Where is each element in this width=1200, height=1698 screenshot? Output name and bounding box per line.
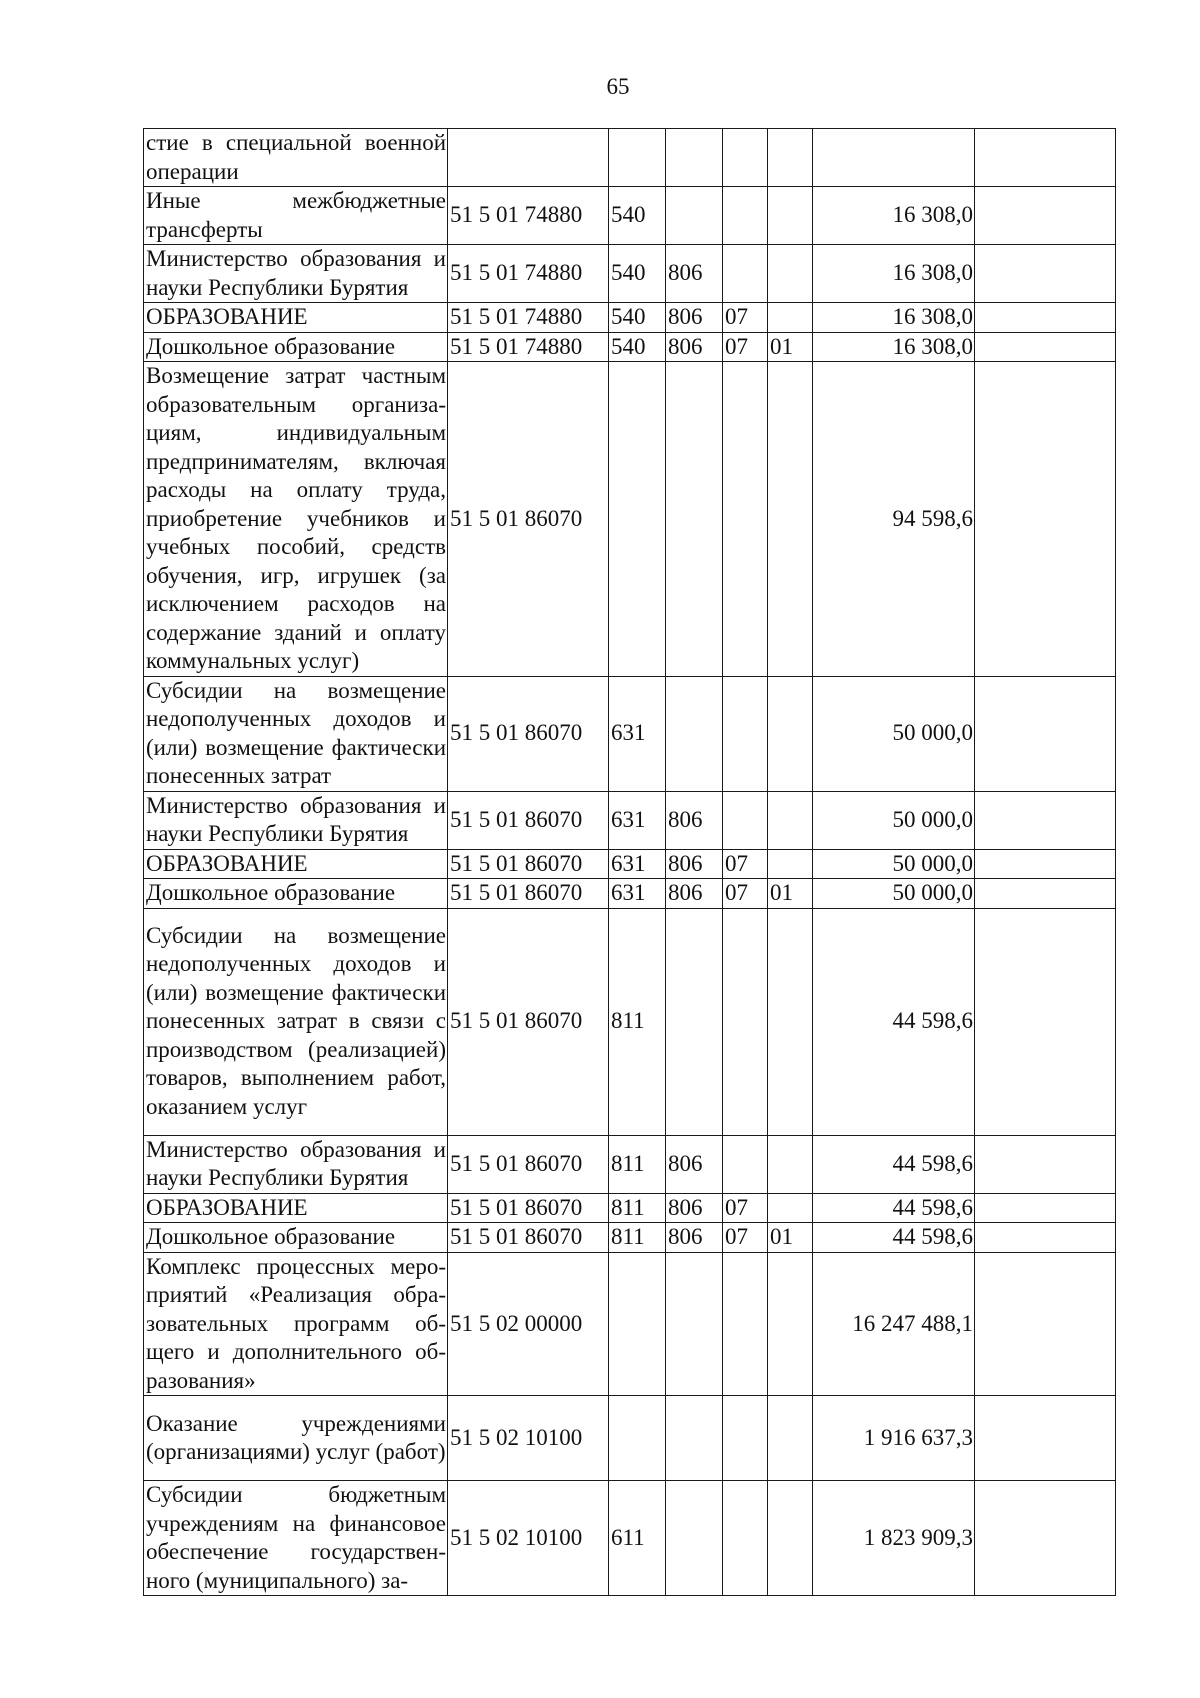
expense-type-cell (609, 1396, 666, 1481)
expense-type-cell: 631 (609, 849, 666, 879)
expense-type-cell: 540 (609, 303, 666, 333)
table-row (144, 791, 1116, 849)
empty-cell (975, 1135, 1116, 1193)
target-article-code-cell: 51 5 01 74880 (448, 245, 609, 303)
amount-cell: 50 000,0 (813, 676, 975, 791)
administrator-code-cell (666, 676, 723, 791)
section-code-cell (723, 676, 768, 791)
section-code-cell (723, 1396, 768, 1481)
subsection-code-cell: 01 (768, 332, 813, 362)
amount-cell: 1 916 637,3 (813, 1396, 975, 1481)
amount-cell: 16 308,0 (813, 332, 975, 362)
target-article-code-cell: 51 5 01 86070 (448, 879, 609, 909)
administrator-code-cell (666, 1396, 723, 1481)
expense-type-cell: 811 (609, 1193, 666, 1223)
section-code-cell: 07 (723, 1223, 768, 1253)
empty-cell (975, 849, 1116, 879)
table-row (144, 676, 1116, 791)
table-row (144, 332, 1116, 362)
administrator-code-cell: 806 (666, 1193, 723, 1223)
section-code-cell (723, 1252, 768, 1396)
table-row (144, 879, 1116, 909)
expense-type-cell (609, 362, 666, 677)
expense-type-cell: 540 (609, 245, 666, 303)
administrator-code-cell (666, 362, 723, 677)
amount-cell: 1 823 909,3 (813, 1481, 975, 1596)
expense-name-cell: Субсидии бюджетным учреждениям на финансовое обеспечение государственного (муниципального) за- (144, 1481, 448, 1596)
empty-cell (975, 879, 1116, 909)
subsection-code-cell (768, 849, 813, 879)
administrator-code-cell: 806 (666, 332, 723, 362)
expense-name-cell: Министерство образования и науки Республики Бурятия (144, 245, 448, 303)
target-article-code-cell (448, 129, 609, 187)
expense-type-cell: 811 (609, 1223, 666, 1253)
section-code-cell (723, 187, 768, 245)
expense-type-cell: 540 (609, 332, 666, 362)
expense-type-cell: 811 (609, 1135, 666, 1193)
subsection-code-cell (768, 1252, 813, 1396)
page-number: 65 (606, 74, 630, 99)
administrator-code-cell (666, 1481, 723, 1596)
empty-cell (975, 129, 1116, 187)
expense-name-cell: Комплекс процессных мероприятий «Реализация образовательных программ общего и дополнительного образования» (144, 1252, 448, 1396)
amount-cell (813, 129, 975, 187)
empty-cell (975, 908, 1116, 1135)
table-row (144, 908, 1116, 1135)
section-code-cell (723, 1481, 768, 1596)
expense-type-cell: 631 (609, 879, 666, 909)
expense-name-cell: стие в специальной военной операции (144, 129, 448, 187)
target-article-code-cell: 51 5 01 86070 (448, 849, 609, 879)
amount-cell: 44 598,6 (813, 908, 975, 1135)
target-article-code-cell: 51 5 02 00000 (448, 1252, 609, 1396)
amount-cell: 16 247 488,1 (813, 1252, 975, 1396)
expense-type-cell: 540 (609, 187, 666, 245)
empty-cell (975, 1252, 1116, 1396)
administrator-code-cell: 806 (666, 1223, 723, 1253)
administrator-code-cell: 806 (666, 879, 723, 909)
amount-cell: 50 000,0 (813, 849, 975, 879)
table-row (144, 1481, 1116, 1596)
table-row (144, 362, 1116, 677)
administrator-code-cell: 806 (666, 791, 723, 849)
expense-type-cell: 811 (609, 908, 666, 1135)
table-row (144, 1135, 1116, 1193)
amount-cell: 16 308,0 (813, 245, 975, 303)
expense-name-cell: ОБРАЗОВАНИЕ (144, 1193, 448, 1223)
empty-cell (975, 1481, 1116, 1596)
section-code-cell: 07 (723, 879, 768, 909)
administrator-code-cell: 806 (666, 303, 723, 333)
empty-cell (975, 1396, 1116, 1481)
target-article-code-cell: 51 5 01 86070 (448, 676, 609, 791)
amount-cell: 16 308,0 (813, 187, 975, 245)
expense-name-cell: Дошкольное образование (144, 332, 448, 362)
subsection-code-cell (768, 908, 813, 1135)
expense-name-cell: Министерство образования и науки Республики Бурятия (144, 1135, 448, 1193)
target-article-code-cell: 51 5 01 74880 (448, 187, 609, 245)
section-code-cell (723, 245, 768, 303)
target-article-code-cell: 51 5 02 10100 (448, 1396, 609, 1481)
section-code-cell: 07 (723, 303, 768, 333)
empty-cell (975, 1193, 1116, 1223)
section-code-cell: 07 (723, 849, 768, 879)
expense-name-cell: Министерство образования и науки Республики Бурятия (144, 791, 448, 849)
section-code-cell: 07 (723, 1193, 768, 1223)
expense-name-cell: Оказание учреждениями (организациями) услуг (работ) (144, 1396, 448, 1481)
administrator-code-cell: 806 (666, 245, 723, 303)
expense-name-cell: Субсидии на возмещение недополученных доходов и (или) возмещение фактически понесенных затрат в связи с производством (реализацией) товаров, выполнением работ, оказанием услуг (144, 908, 448, 1135)
budget-table (143, 128, 1116, 1596)
expense-type-cell: 631 (609, 676, 666, 791)
expense-name-cell: ОБРАЗОВАНИЕ (144, 849, 448, 879)
section-code-cell (723, 908, 768, 1135)
subsection-code-cell (768, 245, 813, 303)
target-article-code-cell: 51 5 01 86070 (448, 908, 609, 1135)
target-article-code-cell: 51 5 01 86070 (448, 791, 609, 849)
table-row (144, 1252, 1116, 1396)
amount-cell: 94 598,6 (813, 362, 975, 677)
section-code-cell: 07 (723, 332, 768, 362)
empty-cell (975, 791, 1116, 849)
administrator-code-cell: 806 (666, 849, 723, 879)
target-article-code-cell: 51 5 01 74880 (448, 303, 609, 333)
expense-name-cell: Дошкольное образование (144, 879, 448, 909)
section-code-cell (723, 362, 768, 677)
amount-cell: 16 308,0 (813, 303, 975, 333)
empty-cell (975, 187, 1116, 245)
table-row (144, 1223, 1116, 1253)
amount-cell: 44 598,6 (813, 1193, 975, 1223)
subsection-code-cell: 01 (768, 1223, 813, 1253)
table-row (144, 1193, 1116, 1223)
amount-cell: 50 000,0 (813, 879, 975, 909)
target-article-code-cell: 51 5 01 86070 (448, 1193, 609, 1223)
budget-table-body (144, 129, 1116, 1596)
subsection-code-cell (768, 1193, 813, 1223)
expense-type-cell (609, 1252, 666, 1396)
empty-cell (975, 1223, 1116, 1253)
section-code-cell (723, 1135, 768, 1193)
expense-type-cell: 631 (609, 791, 666, 849)
table-row (144, 1396, 1116, 1481)
target-article-code-cell: 51 5 01 74880 (448, 332, 609, 362)
table-row (144, 187, 1116, 245)
expense-name-cell: Возмещение затрат частным образовательным организациям, индивидуальным предпринимателям, включая расходы на оплату труда, приобретение учебников и учебных пособий, средств обучения, игр, игрушек (за исключением расходов на содержание зданий и оплату коммунальных услуг) (144, 362, 448, 677)
expense-name-cell: Субсидии на возмещение недополученных доходов и (или) возмещение фактически понесенных затрат (144, 676, 448, 791)
empty-cell (975, 676, 1116, 791)
subsection-code-cell (768, 1396, 813, 1481)
subsection-code-cell (768, 362, 813, 677)
subsection-code-cell (768, 676, 813, 791)
table-row (144, 303, 1116, 333)
empty-cell (975, 332, 1116, 362)
subsection-code-cell (768, 791, 813, 849)
table-row (144, 245, 1116, 303)
administrator-code-cell (666, 129, 723, 187)
expense-name-cell: Дошкольное образование (144, 1223, 448, 1253)
expense-type-cell (609, 129, 666, 187)
amount-cell: 50 000,0 (813, 791, 975, 849)
target-article-code-cell: 51 5 02 10100 (448, 1481, 609, 1596)
target-article-code-cell: 51 5 01 86070 (448, 1223, 609, 1253)
subsection-code-cell (768, 1481, 813, 1596)
subsection-code-cell (768, 1135, 813, 1193)
administrator-code-cell (666, 187, 723, 245)
expense-name-cell: Иные межбюджетные трансферты (144, 187, 448, 245)
subsection-code-cell (768, 187, 813, 245)
administrator-code-cell (666, 908, 723, 1135)
table-row (144, 849, 1116, 879)
table-row (144, 129, 1116, 187)
empty-cell (975, 362, 1116, 677)
amount-cell: 44 598,6 (813, 1135, 975, 1193)
subsection-code-cell (768, 129, 813, 187)
empty-cell (975, 245, 1116, 303)
expense-type-cell: 611 (609, 1481, 666, 1596)
administrator-code-cell: 806 (666, 1135, 723, 1193)
target-article-code-cell: 51 5 01 86070 (448, 362, 609, 677)
empty-cell (975, 303, 1116, 333)
section-code-cell (723, 791, 768, 849)
expense-name-cell: ОБРАЗОВАНИЕ (144, 303, 448, 333)
subsection-code-cell: 01 (768, 879, 813, 909)
administrator-code-cell (666, 1252, 723, 1396)
target-article-code-cell: 51 5 01 86070 (448, 1135, 609, 1193)
amount-cell: 44 598,6 (813, 1223, 975, 1253)
section-code-cell (723, 129, 768, 187)
subsection-code-cell (768, 303, 813, 333)
